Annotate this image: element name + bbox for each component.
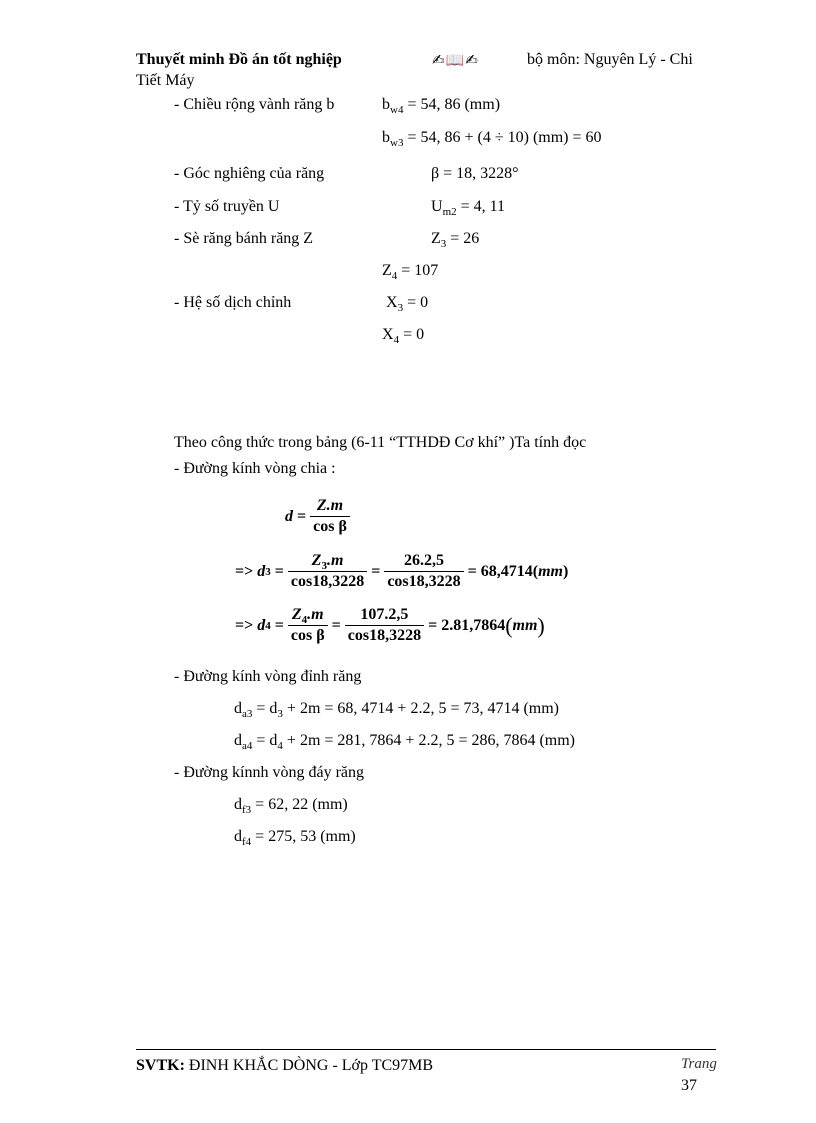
z3-value: $Z_3 = 26$	[431, 230, 480, 250]
d4-result: 2.81,7864	[441, 616, 506, 634]
x3-value: $X_3 = 0$	[386, 294, 429, 314]
fraction-d3-symbolic: $\frac{Z_3.m}{\cos 18,3228}$	[288, 551, 367, 592]
bw4-value: $b_{w4} = 54$, 86 (mm)	[382, 96, 501, 116]
angle-value: β = 18, 3228°	[431, 165, 519, 182]
df3-line: $d_{f3} = 62$, 22 (mm)	[234, 796, 348, 816]
book-pen-ornament-icon: ✍📖✍	[432, 51, 479, 69]
formula-d3: => d 3 = $\frac{Z_3.m}{\cos 18,3228}$ = $\frac{26.2,5}{\cos 18,3228}$ = 68,4714 ( mm )	[235, 552, 569, 590]
da3-line: $d_{a3} = d_3 + 2m = 68$, 4714 + 2.2, 5 = 73, 4714 (mm)	[234, 700, 560, 720]
fraction-d4-symbolic: $\frac{Z_4.m}{\text{cos β}}$	[288, 605, 328, 646]
shift-label: - Hệ số dịch chỉnh	[174, 294, 292, 311]
formula-d4: => d 4 = $\frac{Z_4.m}{\text{cos β}}$ = $\frac{107.2,5}{\cos 18,3228}$ = 2.81,7864 ( mm )	[235, 606, 545, 644]
d3-result: 68,4714	[480, 562, 533, 580]
ratio-label: - Tỷ số truyền U	[174, 198, 280, 215]
document-title: Thuyết minh Đồ án tốt nghiệp	[136, 51, 342, 68]
width-label: - Chiều rộng vành răng b	[174, 96, 335, 113]
tip-diameter-label: - Đường kính vòng đỉnh răng	[174, 668, 362, 685]
fraction-d4-numeric: $\frac{107.2,5}{\cos 18,3228}$	[345, 605, 424, 646]
bw3-value: $b_{w3} = 54$, 86 + (4 ÷ 10) (mm) = 60	[382, 129, 602, 149]
df4-line: $d_{f4} = 275$, 53 (mm)	[234, 828, 356, 848]
fraction-d3-numeric: $\frac{26.2,5}{\cos 18,3228}$	[384, 551, 463, 592]
subject-line-2: Tiết Máy	[136, 72, 195, 89]
teeth-label: - Sè răng bánh răng Z	[174, 230, 314, 247]
angle-label: - Góc nghiêng của răng	[174, 165, 325, 182]
fraction-general: $\frac{Z.m}{\text{cos β}}$	[310, 496, 350, 537]
page-number: 37	[681, 1077, 697, 1094]
z4-value: $Z_4 = 107$	[382, 262, 439, 282]
footer-student: SVTK: ĐINH KHẮC DÒNG - Lớp TC97MB	[136, 1057, 434, 1074]
page-label: Trang	[681, 1056, 717, 1072]
x4-value: $X_4 = 0$	[382, 326, 425, 346]
da4-line: $d_{a4} = d_4 + 2m = 281$, 7864 + 2.2, 5 = 286, 7864 (mm)	[234, 732, 576, 752]
pitch-diameter-label: - Đường kính vòng chia :	[174, 460, 336, 477]
subject-line-1: bộ môn: Nguyên Lý - Chi	[527, 51, 693, 68]
ratio-value: $U_{m2} = 4$, 11	[431, 198, 506, 218]
root-diameter-label: - Đường kínnh vòng đáy răng	[174, 764, 364, 781]
formula-intro: Theo công thức trong bảng (6-11 “TTHDĐ Cơ khí” )Ta tính đọc	[174, 434, 587, 451]
footer-divider	[136, 1049, 716, 1050]
formula-general: d = $\frac{Z.m}{\text{cos β}}$	[285, 496, 350, 537]
